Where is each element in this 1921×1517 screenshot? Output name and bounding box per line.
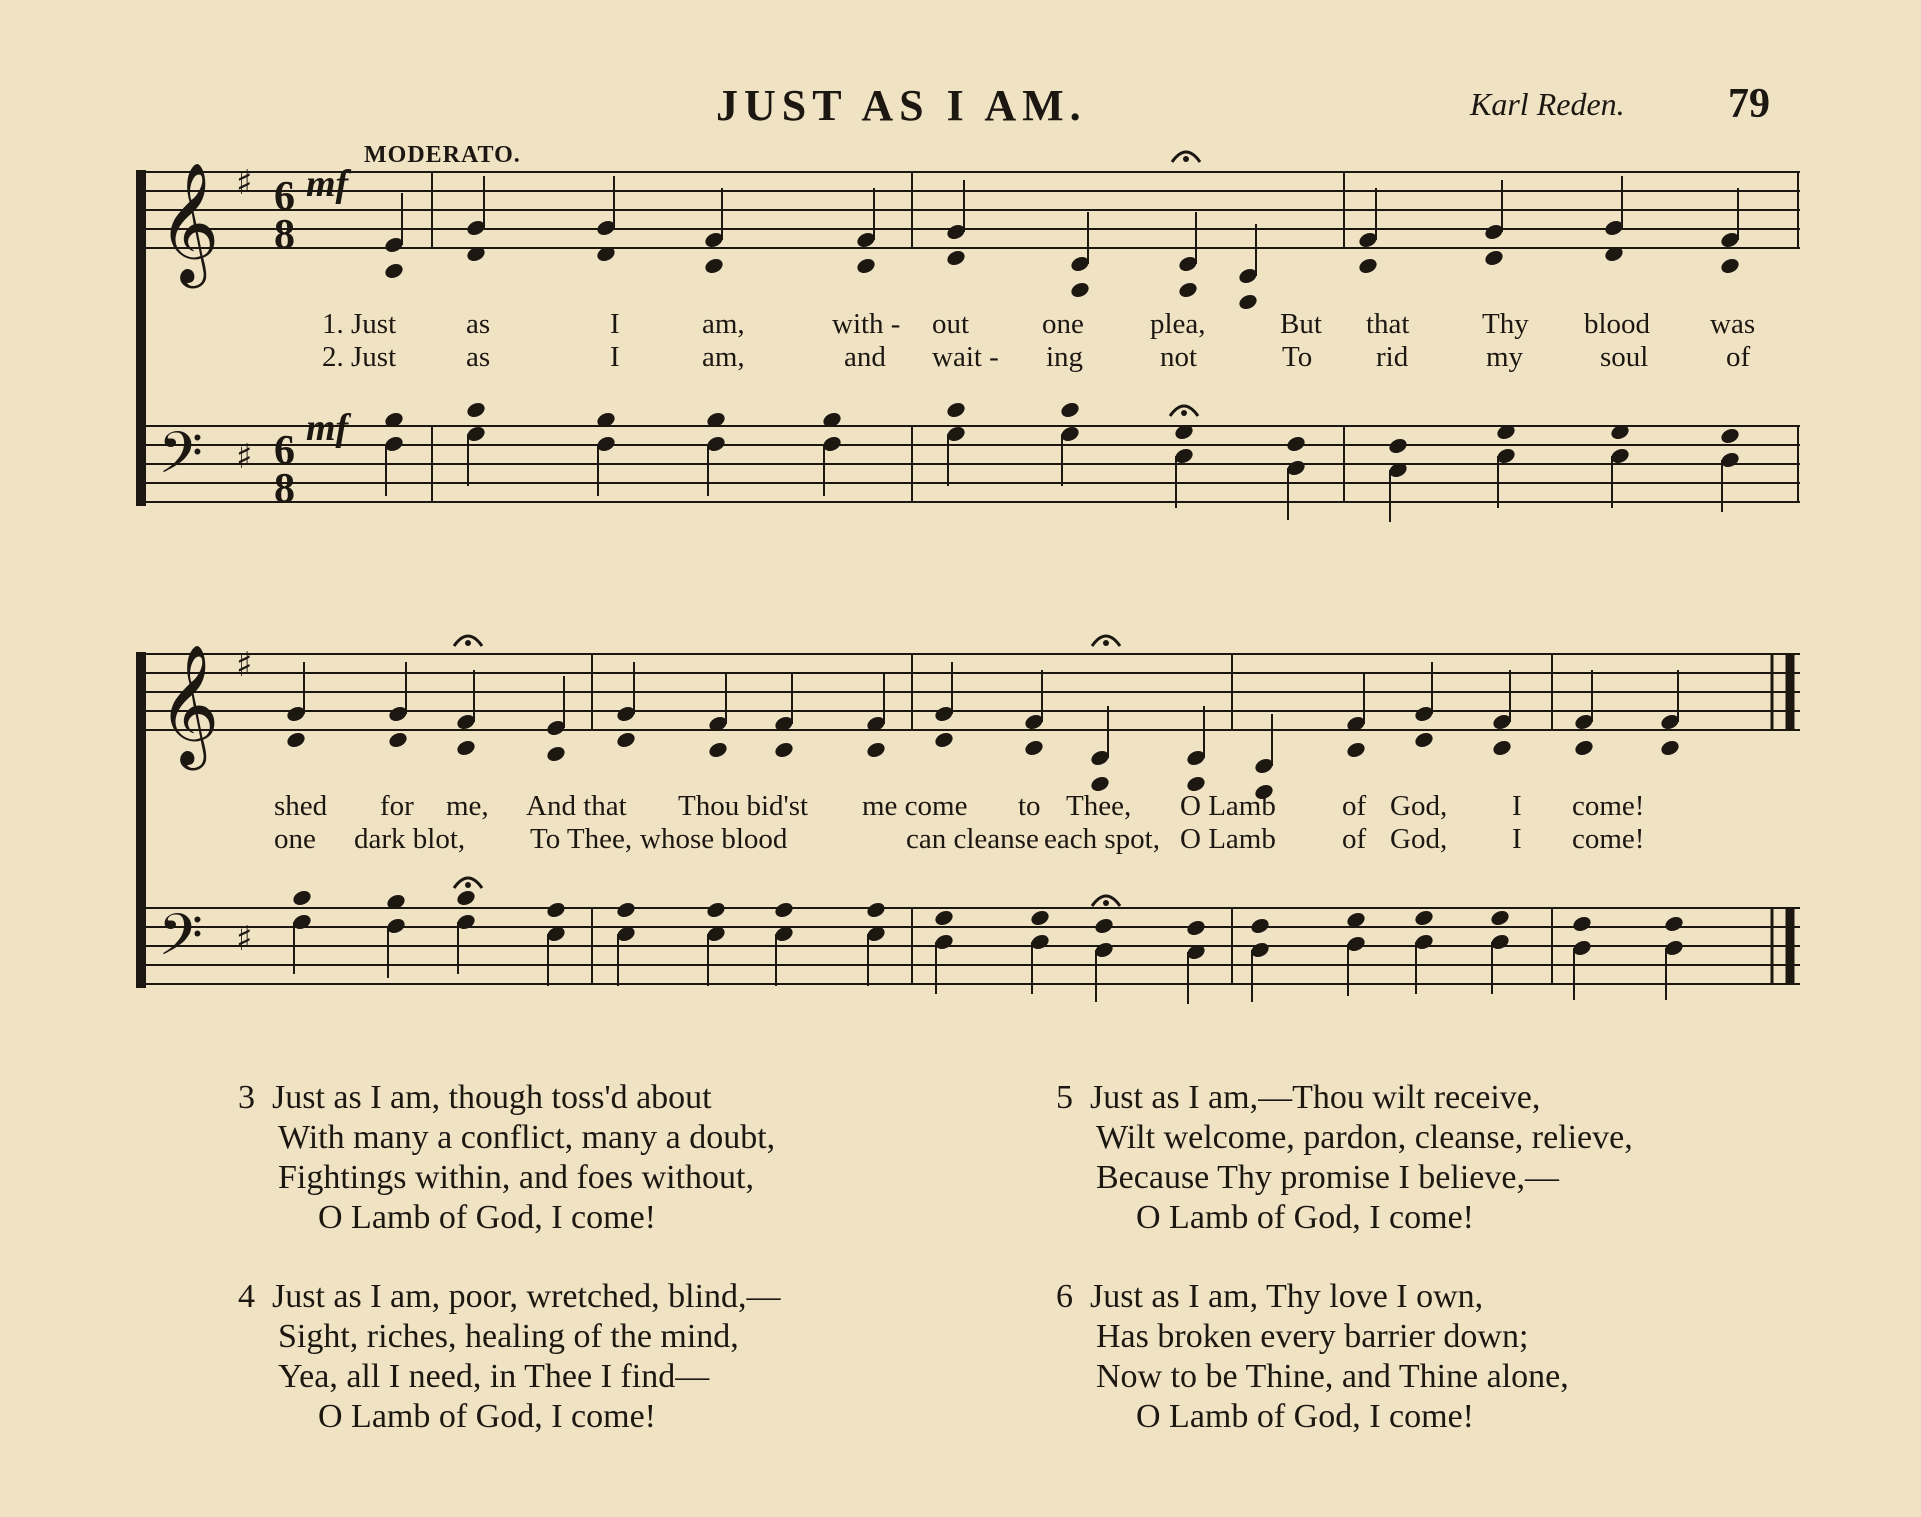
verse-line: Just as I am, though toss'd about xyxy=(272,1079,712,1116)
lyric-word: God, xyxy=(1390,790,1448,822)
verse-line: Because Thy promise I believe,— xyxy=(1096,1159,1559,1196)
lyric-word: shed xyxy=(274,790,328,822)
bass-note xyxy=(1029,908,1051,927)
verse-line: Wilt welcome, pardon, cleanse, relieve, xyxy=(1096,1119,1633,1156)
lyric-word: plea, xyxy=(1150,308,1206,340)
bass-note xyxy=(933,908,955,927)
treble-note-lower xyxy=(455,738,477,757)
treble-note-lower xyxy=(1345,740,1367,759)
treble-note-lower xyxy=(855,256,877,275)
treble-note-lower xyxy=(945,248,967,267)
bass-note xyxy=(1571,914,1593,933)
verse-line: O Lamb of God, I come! xyxy=(1136,1199,1475,1236)
lyric-word: as xyxy=(466,341,491,373)
lyric-word: come! xyxy=(1572,790,1645,822)
dynamic-mark-treble: mf xyxy=(306,163,349,205)
verse-line: Yea, all I need, in Thee I find— xyxy=(278,1358,710,1395)
bass-note xyxy=(1249,916,1271,935)
treble-note-lower xyxy=(703,256,725,275)
treble-note-lower xyxy=(1483,248,1505,267)
lyric-word: rid xyxy=(1376,341,1409,373)
lyric-word: And that xyxy=(526,790,627,822)
treble-note-lower xyxy=(1573,738,1595,757)
fermata-dot xyxy=(1103,900,1109,906)
bass-clef: 𝄢 xyxy=(158,901,204,983)
verse-number: 6 xyxy=(1056,1278,1073,1315)
lyric-word: To Thee, xyxy=(530,823,633,855)
treble-clef: 𝄞 xyxy=(158,643,220,765)
lyric-word: blood xyxy=(1584,308,1651,340)
treble-note-lower xyxy=(773,740,795,759)
lyric-word: with - xyxy=(832,308,901,340)
bass-note xyxy=(1413,908,1435,927)
fermata-dot xyxy=(465,882,471,888)
treble-note-lower xyxy=(1659,738,1681,757)
lyric-word: To xyxy=(1282,341,1313,373)
time-signature-top: 6 xyxy=(274,174,295,220)
treble-note-lower xyxy=(933,730,955,749)
key-signature-sharp: ♯ xyxy=(236,437,253,477)
bass-note xyxy=(1387,436,1409,455)
treble-note-lower xyxy=(1177,280,1199,299)
hymn-title: JUST AS I AM. xyxy=(716,81,1087,130)
lyric-word: Thy xyxy=(1482,308,1529,340)
system-brace-2 xyxy=(136,652,146,988)
lyric-word: am, xyxy=(702,308,745,340)
lyric-word: Thou bid'st xyxy=(678,790,809,822)
lyric-word: O Lamb xyxy=(1180,790,1276,822)
verse-line: O Lamb of God, I come! xyxy=(1136,1398,1475,1435)
lyric-word: of xyxy=(1342,823,1367,855)
lyric-word: for xyxy=(380,790,414,822)
lyric-word: 1. Just xyxy=(322,308,397,340)
verse-line: Fightings within, and foes without, xyxy=(278,1159,754,1196)
verse-line: O Lamb of God, I come! xyxy=(318,1199,657,1236)
lyric-word: O Lamb xyxy=(1180,823,1276,855)
key-signature-sharp: ♯ xyxy=(236,919,253,959)
bass-note xyxy=(1719,426,1741,445)
lyric-word: me come xyxy=(862,790,968,822)
lyric-word: I xyxy=(1512,790,1522,822)
treble-note-lower xyxy=(1023,738,1045,757)
lyric-word: out xyxy=(932,308,970,340)
lyric-word: wait - xyxy=(932,341,999,373)
treble-note-lower xyxy=(707,740,729,759)
lyric-word: my xyxy=(1486,341,1524,373)
treble-note-lower xyxy=(1357,256,1379,275)
lyric-word: I xyxy=(610,308,620,340)
system-brace-1 xyxy=(136,170,146,506)
treble-note-lower xyxy=(865,740,887,759)
lyric-word: as xyxy=(466,308,491,340)
fermata-dot xyxy=(1103,640,1109,646)
lyric-word: whose blood xyxy=(640,823,788,855)
lyric-word: not xyxy=(1160,341,1198,373)
tempo-marking: MODERATO. xyxy=(364,142,521,168)
bass-note xyxy=(465,400,487,419)
lyric-word: come! xyxy=(1572,823,1645,855)
treble-note-lower xyxy=(285,730,307,749)
treble-clef: 𝄞 xyxy=(158,161,220,283)
fermata-dot xyxy=(465,640,471,646)
verse-number: 5 xyxy=(1056,1079,1073,1116)
fermata-dot xyxy=(1181,410,1187,416)
lyric-word: Thee, xyxy=(1066,790,1132,822)
verse-6 xyxy=(1056,1277,1569,1437)
bass-note xyxy=(291,888,313,907)
bass-note xyxy=(773,900,795,919)
bass-note xyxy=(1185,918,1207,937)
time-signature-bottom: 8 xyxy=(274,212,295,258)
fermata-dot xyxy=(1183,156,1189,162)
treble-note-lower xyxy=(383,261,405,280)
bass-note xyxy=(1059,400,1081,419)
lyric-word: of xyxy=(1342,790,1367,822)
lyric-word: each spot, xyxy=(1044,823,1160,855)
lyric-word: ing xyxy=(1046,341,1084,373)
bass-clef: 𝄢 xyxy=(158,419,204,501)
treble-note-lower xyxy=(1069,280,1091,299)
lyric-word: I xyxy=(1512,823,1522,855)
bass-note xyxy=(1489,908,1511,927)
verse-line: Just as I am, Thy love I own, xyxy=(1090,1278,1484,1315)
treble-note-lower xyxy=(387,730,409,749)
verse-line: Now to be Thine, and Thine alone, xyxy=(1096,1358,1569,1395)
lyric-word: dark blot, xyxy=(354,823,466,855)
lyric-word: can cleanse xyxy=(906,823,1039,855)
treble-note-lower xyxy=(1237,292,1259,311)
treble-note-lower xyxy=(615,730,637,749)
dynamic-mark-bass: mf xyxy=(306,407,349,449)
bass-note xyxy=(615,900,637,919)
verse-line: O Lamb of God, I come! xyxy=(318,1398,657,1435)
composer-name: Karl Reden. xyxy=(1470,86,1625,122)
verse-5 xyxy=(1056,1078,1633,1238)
bass-note xyxy=(455,888,477,907)
lyric-word: God, xyxy=(1390,823,1448,855)
bass-note xyxy=(945,400,967,419)
lyric-word: soul xyxy=(1600,341,1649,373)
verse-line: Just as I am, poor, wretched, blind,— xyxy=(272,1278,781,1315)
bass-note xyxy=(705,900,727,919)
key-signature-sharp: ♯ xyxy=(236,163,253,203)
bass-note xyxy=(545,900,567,919)
verse-number: 3 xyxy=(238,1079,255,1116)
treble-note-lower xyxy=(1413,730,1435,749)
verse-3 xyxy=(238,1078,775,1238)
page-number: 79 xyxy=(1728,81,1770,127)
lyric-word: But xyxy=(1280,308,1322,340)
lyric-word: one xyxy=(1042,308,1084,340)
verse-line: With many a conflict, many a doubt, xyxy=(278,1119,776,1156)
time-signature-bottom: 8 xyxy=(274,466,295,512)
bass-note xyxy=(865,900,887,919)
verse-line: Sight, riches, healing of the mind, xyxy=(278,1318,739,1355)
lyric-word: 2. Just xyxy=(322,341,397,373)
lyric-word: was xyxy=(1710,308,1756,340)
lyric-word: of xyxy=(1726,341,1751,373)
lyric-word: I xyxy=(610,341,620,373)
bass-note xyxy=(1093,916,1115,935)
treble-note-lower xyxy=(545,744,567,763)
lyric-word: one xyxy=(274,823,316,855)
lyric-word: that xyxy=(1366,308,1410,340)
lyric-word: to xyxy=(1018,790,1041,822)
bass-note xyxy=(1663,914,1685,933)
lyric-word: and xyxy=(844,341,886,373)
key-signature-sharp: ♯ xyxy=(236,645,253,685)
treble-note-lower xyxy=(1491,738,1513,757)
verse-line: Just as I am,—Thou wilt receive, xyxy=(1090,1079,1541,1116)
bass-note xyxy=(1285,434,1307,453)
treble-note-lower xyxy=(1719,256,1741,275)
time-signature-top: 6 xyxy=(274,428,295,474)
lyric-word: am, xyxy=(702,341,745,373)
verse-4 xyxy=(238,1277,781,1437)
verse-line: Has broken every barrier down; xyxy=(1096,1318,1529,1355)
verse-number: 4 xyxy=(238,1278,255,1315)
lyric-word: me, xyxy=(446,790,489,822)
